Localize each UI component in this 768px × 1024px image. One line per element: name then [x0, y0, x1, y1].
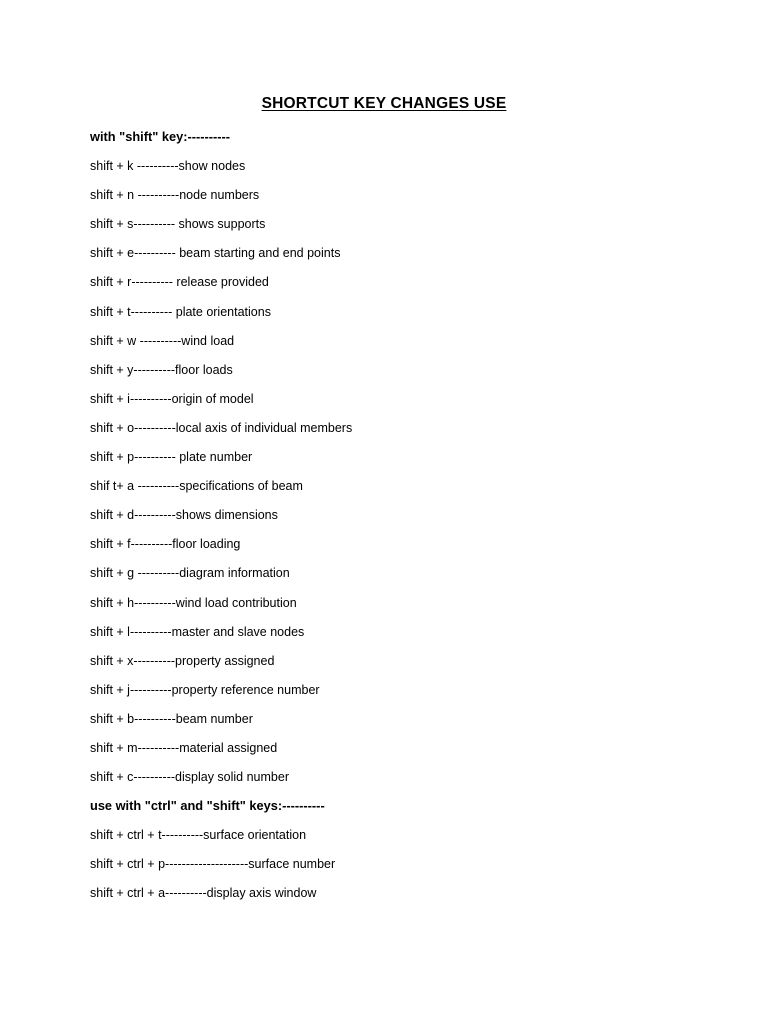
shortcut-line: shift + f----------floor loading: [90, 537, 241, 552]
shortcut-line: shift + l----------master and slave nodes: [90, 624, 305, 639]
shortcut-line: shift + ctrl + p--------------------surface number: [90, 857, 336, 872]
shortcut-line: shift + m----------material assigned: [90, 740, 278, 755]
shortcut-line: shift + e---------- beam starting and end points: [90, 246, 341, 261]
shortcut-line: shift + h----------wind load contribution: [90, 595, 297, 610]
shortcut-line: shift + t---------- plate orientations: [90, 304, 271, 319]
shortcut-line: shift + j----------property reference number: [90, 682, 320, 697]
shortcut-list: [90, 127, 730, 913]
shortcut-line: shift + b----------beam number: [90, 711, 253, 726]
shortcut-line: shift + ctrl + a----------display axis window: [90, 886, 317, 901]
shortcut-line: shift + i----------origin of model: [90, 391, 254, 406]
shortcut-line: shift + n ----------node numbers: [90, 188, 260, 203]
shortcut-line: shift + o----------local axis of individual members: [90, 420, 353, 435]
section-heading: use with "ctrl" and "shift" keys:----------: [90, 798, 325, 814]
shortcut-line: shif t+ a ----------specifications of beam: [90, 479, 303, 494]
shortcut-line: shift + ctrl + t----------surface orientation: [90, 828, 307, 843]
shortcut-line: shift + p---------- plate number: [90, 450, 253, 465]
section-heading: with "shift" key:----------: [90, 129, 231, 144]
document-title: [0, 94, 768, 114]
shortcut-line: shift + d----------shows dimensions: [90, 508, 278, 523]
shortcut-line: shift + k ----------show nodes: [90, 159, 246, 174]
document-title-text: SHORTCUT KEY CHANGES USE: [261, 95, 507, 112]
shortcut-line: shift + s---------- shows supports: [90, 217, 266, 232]
shortcut-line: shift + r---------- release provided: [90, 275, 269, 290]
shortcut-line: shift + y----------floor loads: [90, 362, 233, 377]
shortcut-line: shift + g ----------diagram information: [90, 566, 290, 581]
shortcut-line: shift + x----------property assigned: [90, 653, 275, 668]
shortcut-line: shift + c----------display solid number: [90, 770, 289, 785]
shortcut-line: shift + w ----------wind load: [90, 333, 235, 348]
